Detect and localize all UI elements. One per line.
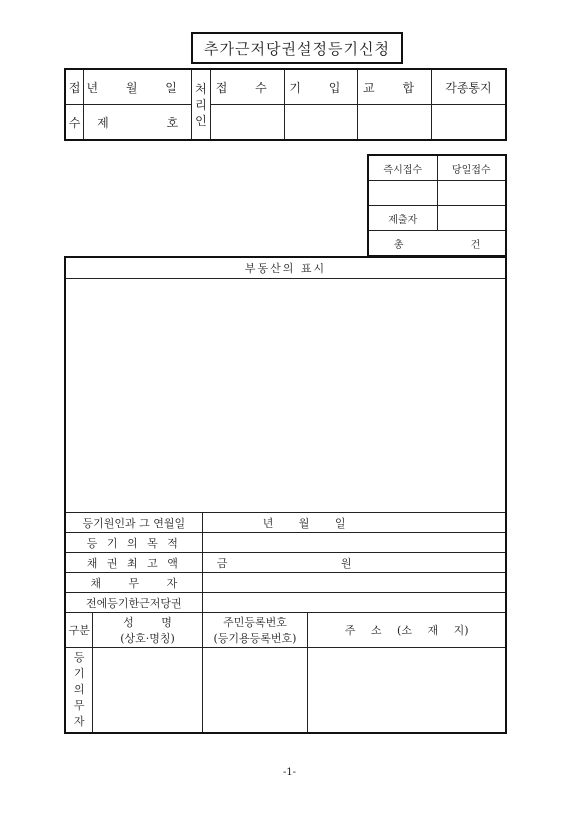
processing-cell-collation[interactable]: [358, 105, 432, 141]
obligor-address-cell[interactable]: [308, 648, 506, 734]
name-header-main: 성 명: [123, 616, 172, 629]
purpose-value[interactable]: [202, 533, 506, 553]
submitter-cell[interactable]: [437, 206, 506, 231]
cause-date-label: 등기원인과 그 연월일: [65, 513, 202, 533]
processor-label: 처 리 인: [191, 69, 210, 140]
submitter-label: 제출자: [368, 206, 437, 231]
cause-date-value[interactable]: 년 월 일: [202, 513, 506, 533]
debtor-label: 채 무 자: [65, 573, 202, 593]
prior-mortgage-value[interactable]: [202, 593, 506, 613]
id-header-sub: (등기용등록번호): [213, 632, 297, 645]
max-claim-value[interactable]: [202, 553, 506, 573]
page-number: -1-: [282, 767, 297, 778]
processing-col-collation: 교 합: [358, 69, 432, 105]
processing-cell-notices[interactable]: [431, 105, 506, 141]
name-header: [93, 613, 202, 648]
purpose-label: 등 기 의 목 적: [65, 533, 202, 553]
main-table: [64, 256, 507, 734]
date-label: 년 월 일: [84, 69, 191, 105]
max-claim-suffix: 원: [340, 556, 352, 570]
reception-label-bottom: 수: [65, 105, 84, 141]
max-claim-prefix: 금: [216, 556, 228, 570]
receipt-table: [64, 68, 507, 141]
obligor-id-cell[interactable]: [202, 648, 308, 734]
total-count-label: 총 건: [368, 231, 506, 257]
document-title: 추가근저당권설정등기신청: [191, 32, 403, 64]
same-day-reception-label: 당일접수: [437, 155, 506, 181]
prior-mortgage-label: 전에등기한근저당권: [65, 593, 202, 613]
name-header-sub: (상호·명칭): [120, 632, 175, 645]
obligor-label: 등 기 의 무 자: [65, 648, 93, 734]
stamp-table: [367, 154, 507, 257]
same-day-reception-cell[interactable]: [437, 181, 506, 206]
processing-cell-entry[interactable]: [284, 105, 358, 141]
immediate-reception-label: 즉시접수: [368, 155, 437, 181]
immediate-reception-cell[interactable]: [368, 181, 437, 206]
id-header: [202, 613, 308, 648]
processing-col-reception: 접 수: [210, 69, 284, 105]
number-label: 제 호: [84, 105, 191, 141]
processing-col-notices: 각종통지: [431, 69, 506, 105]
max-claim-label: 채 권 최 고 액: [65, 553, 202, 573]
processing-col-entry: 기 입: [284, 69, 358, 105]
address-header: 주 소 (소 재 지): [308, 613, 506, 648]
processing-cell-reception[interactable]: [210, 105, 284, 141]
id-header-main: 주민등록번호: [223, 616, 287, 629]
property-description-area[interactable]: [65, 279, 506, 513]
debtor-value[interactable]: [202, 573, 506, 593]
obligor-name-cell[interactable]: [93, 648, 202, 734]
property-header: 부동산의 표시: [65, 257, 506, 279]
reception-label-top: 접: [65, 69, 84, 105]
division-header: 구분: [65, 613, 93, 648]
